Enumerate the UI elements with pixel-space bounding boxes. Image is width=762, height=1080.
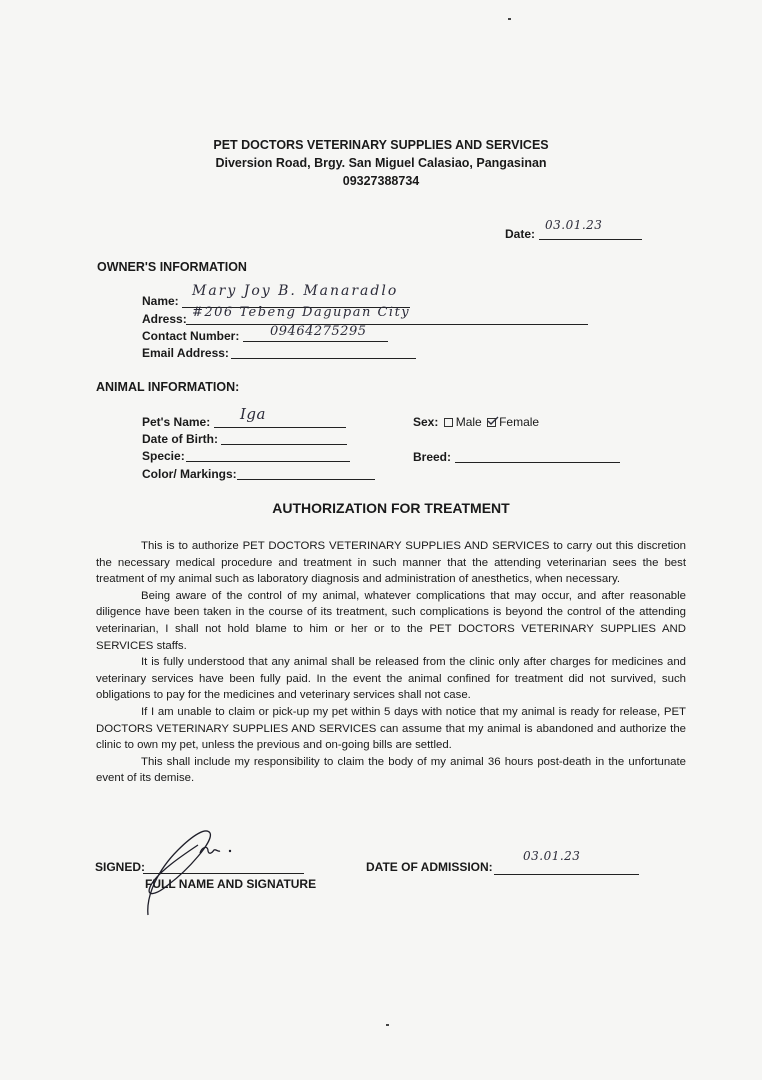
pet-name-label: Pet's Name:: [142, 415, 211, 429]
authorization-paragraph: Being aware of the control of my animal, whatever complications that may occur, and after reasonable diligence have been taken in the course of its treatment, such complications is beyond the control of the attending veterinarian, I shall not hold blame to him or her or to the PET DOCTORS VETERINARY SUPPLIES AND SERVICES staffs.: [96, 589, 686, 652]
scan-speck: [386, 1024, 389, 1026]
female-label: Female: [499, 415, 540, 429]
signature-scribble: [138, 815, 248, 925]
male-checkbox[interactable]: [444, 418, 453, 427]
owner-email-label: Email Address:: [142, 346, 229, 360]
clinic-name: PET DOCTORS VETERINARY SUPPLIES AND SERVICES: [213, 138, 549, 152]
admission-value: 03.01.23: [523, 849, 581, 863]
owner-email-line: [231, 358, 416, 359]
check-mark-icon: [487, 416, 499, 426]
authorization-paragraph: If I am unable to claim or pick-up my pet within 5 days with notice that my animal is ready for release, PET DOCTORS VETERINARY SUPPLIES AND SERVICES can assume that my animal is abandoned and authorize the clinic to own my pet, unless the previous and on-going bills are settled.: [96, 705, 686, 752]
owner-name-value: Mary Joy B. Manaradlo: [192, 283, 399, 299]
authorization-paragraph: This is to authorize PET DOCTORS VETERINARY SUPPLIES AND SERVICES to carry out this discretion the necessary medical procedure and treatment in such manner that the attending veterinarian sees the best treatment of my animal such as laboratory diagnosis and administration of anesthetics, when necessary.: [96, 540, 686, 586]
owner-contact-label: Contact Number:: [142, 329, 240, 343]
scan-speck: [508, 18, 511, 20]
pet-name-value: Iga: [240, 405, 266, 423]
owner-contact-line: [243, 341, 388, 342]
owner-address-value: #206 Tebeng Dagupan City: [192, 305, 411, 320]
dob-label: Date of Birth:: [142, 432, 218, 446]
date-line: [539, 239, 642, 240]
date-label: Date:: [505, 227, 536, 241]
specie-label: Specie:: [142, 449, 185, 463]
sex-field: [413, 415, 539, 429]
color-line: [237, 479, 375, 480]
breed-line: [455, 462, 620, 463]
owner-address-line: [186, 324, 588, 325]
admission-label: DATE OF ADMISSION:: [366, 860, 493, 874]
animal-heading: ANIMAL INFORMATION:: [96, 380, 240, 394]
clinic-phone: 09327388734: [342, 174, 420, 188]
clinic-address: Diversion Road, Brgy. San Miguel Calasiao, Pangasinan: [215, 156, 547, 170]
authorization-paragraph: It is fully understood that any animal shall be released from the clinic only after charges for medicines and veterinary services have been fully paid. In the event the animal confined for treatment did not survived, such obligations to pay for the medicines and veterinary services shall not case.: [96, 656, 686, 702]
owner-name-label: Name:: [142, 294, 179, 308]
owner-address-label: Adress:: [142, 312, 187, 326]
owner-contact-value: 09464275295: [270, 324, 367, 339]
breed-label: Breed:: [413, 450, 452, 464]
authorization-title: AUTHORIZATION FOR TREATMENT: [272, 500, 510, 516]
signature-caption: FULL NAME AND SIGNATURE: [145, 877, 317, 891]
pet-name-line: [214, 427, 346, 428]
sex-label: Sex:: [413, 415, 439, 429]
dob-line: [221, 444, 347, 445]
authorization-paragraph: This shall include my responsibility to claim the body of my animal 36 hours post-death in the unfortunate event of its demise.: [96, 755, 686, 785]
specie-line: [186, 461, 350, 462]
signed-label: SIGNED:: [95, 860, 146, 874]
admission-line: [494, 874, 639, 875]
owner-heading: OWNER'S INFORMATION: [97, 260, 247, 274]
female-checkbox[interactable]: [487, 418, 496, 427]
color-label: Color/ Markings:: [142, 467, 237, 481]
authorization-body: [96, 538, 686, 787]
date-value: 03.01.23: [545, 218, 603, 232]
male-label: Male: [455, 415, 482, 429]
